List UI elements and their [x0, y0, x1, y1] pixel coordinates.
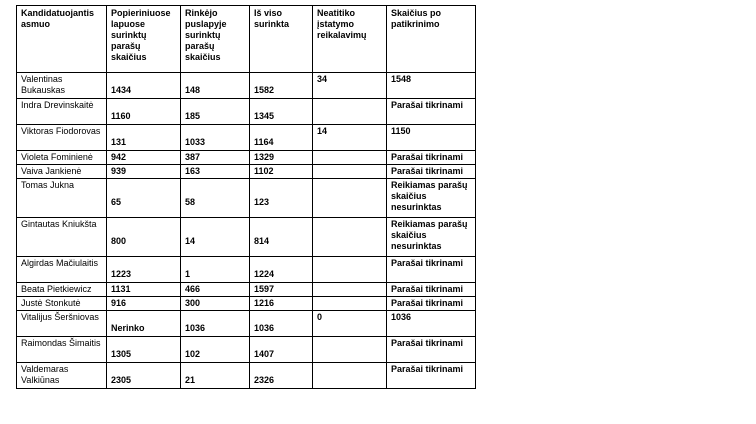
online-signatures: 1036	[181, 311, 250, 337]
online-signatures: 466	[181, 283, 250, 297]
candidate-name: Vaiva Jankienė	[17, 165, 107, 179]
result-status: Parašai tikrinami	[387, 151, 476, 165]
total-signatures: 1102	[250, 165, 313, 179]
table-row	[17, 73, 476, 99]
paper-signatures: 2305	[107, 363, 181, 389]
paper-signatures: 942	[107, 151, 181, 165]
invalid-signatures	[313, 363, 387, 389]
result-status: 1150	[387, 125, 476, 151]
table-row	[17, 257, 476, 283]
paper-signatures: 131	[107, 125, 181, 151]
result-status: 1548	[387, 73, 476, 99]
header-row	[17, 6, 476, 73]
result-status: 1036	[387, 311, 476, 337]
result-status: Reikiamas parašų skaičius nesurinktas	[387, 218, 476, 257]
online-signatures: 387	[181, 151, 250, 165]
header-invalid: Neatitiko įstatymo reikalavimų	[313, 6, 387, 73]
online-signatures: 163	[181, 165, 250, 179]
total-signatures: 1582	[250, 73, 313, 99]
signatures-table	[16, 5, 476, 389]
online-signatures: 300	[181, 297, 250, 311]
invalid-signatures	[313, 151, 387, 165]
online-signatures: 148	[181, 73, 250, 99]
candidate-name: Beata Pietkiewicz	[17, 283, 107, 297]
total-signatures: 1216	[250, 297, 313, 311]
total-signatures: 1224	[250, 257, 313, 283]
table-row	[17, 283, 476, 297]
online-signatures: 58	[181, 179, 250, 218]
table-row	[17, 363, 476, 389]
candidate-name: Valdemaras Valkiūnas	[17, 363, 107, 389]
total-signatures: 1329	[250, 151, 313, 165]
invalid-signatures: 34	[313, 73, 387, 99]
result-status: Parašai tikrinami	[387, 363, 476, 389]
candidate-name: Gintautas Kniukšta	[17, 218, 107, 257]
paper-signatures: 800	[107, 218, 181, 257]
candidate-name: Tomas Jukna	[17, 179, 107, 218]
invalid-signatures: 14	[313, 125, 387, 151]
online-signatures: 21	[181, 363, 250, 389]
total-signatures: 123	[250, 179, 313, 218]
total-signatures: 1597	[250, 283, 313, 297]
candidate-name: Valentinas Bukauskas	[17, 73, 107, 99]
candidate-name: Vitalijus Šeršniovas	[17, 311, 107, 337]
result-status: Parašai tikrinami	[387, 283, 476, 297]
header-paper-signatures: Popieriniuose lapuose surinktų parašų skaičius	[107, 6, 181, 73]
invalid-signatures	[313, 337, 387, 363]
candidate-name: Justė Stonkutė	[17, 297, 107, 311]
result-status: Reikiamas parašų skaičius nesurinktas	[387, 179, 476, 218]
paper-signatures: Nerinko	[107, 311, 181, 337]
online-signatures: 185	[181, 99, 250, 125]
candidate-name: Indra Drevinskaitė	[17, 99, 107, 125]
invalid-signatures	[313, 218, 387, 257]
online-signatures: 1033	[181, 125, 250, 151]
table-row	[17, 297, 476, 311]
paper-signatures: 1305	[107, 337, 181, 363]
invalid-signatures	[313, 165, 387, 179]
total-signatures: 2326	[250, 363, 313, 389]
table-row	[17, 179, 476, 218]
total-signatures: 1345	[250, 99, 313, 125]
paper-signatures: 65	[107, 179, 181, 218]
result-status: Parašai tikrinami	[387, 165, 476, 179]
paper-signatures: 916	[107, 297, 181, 311]
header-result: Skaičius po patikrinimo	[387, 6, 476, 73]
result-status: Parašai tikrinami	[387, 99, 476, 125]
table-row	[17, 151, 476, 165]
paper-signatures: 1131	[107, 283, 181, 297]
invalid-signatures: 0	[313, 311, 387, 337]
result-status: Parašai tikrinami	[387, 337, 476, 363]
invalid-signatures	[313, 297, 387, 311]
total-signatures: 1164	[250, 125, 313, 151]
paper-signatures: 1223	[107, 257, 181, 283]
invalid-signatures	[313, 257, 387, 283]
table-row	[17, 337, 476, 363]
paper-signatures: 939	[107, 165, 181, 179]
table-row	[17, 99, 476, 125]
invalid-signatures	[313, 179, 387, 218]
invalid-signatures	[313, 283, 387, 297]
table-row	[17, 165, 476, 179]
paper-signatures: 1434	[107, 73, 181, 99]
header-online-signatures: Rinkėjo puslapyje surinktų parašų skaičius	[181, 6, 250, 73]
table-row	[17, 218, 476, 257]
table-row	[17, 311, 476, 337]
candidate-name: Algirdas Mačiulaitis	[17, 257, 107, 283]
online-signatures: 14	[181, 218, 250, 257]
invalid-signatures	[313, 99, 387, 125]
total-signatures: 814	[250, 218, 313, 257]
result-status: Parašai tikrinami	[387, 257, 476, 283]
header-candidate: Kandidatuojantis asmuo	[17, 6, 107, 73]
result-status: Parašai tikrinami	[387, 297, 476, 311]
total-signatures: 1036	[250, 311, 313, 337]
paper-signatures: 1160	[107, 99, 181, 125]
candidate-name: Viktoras Fiodorovas	[17, 125, 107, 151]
candidate-name: Raimondas Šimaitis	[17, 337, 107, 363]
header-total: Iš viso surinkta	[250, 6, 313, 73]
candidate-name: Violeta Fominienė	[17, 151, 107, 165]
online-signatures: 102	[181, 337, 250, 363]
total-signatures: 1407	[250, 337, 313, 363]
table-row	[17, 125, 476, 151]
online-signatures: 1	[181, 257, 250, 283]
